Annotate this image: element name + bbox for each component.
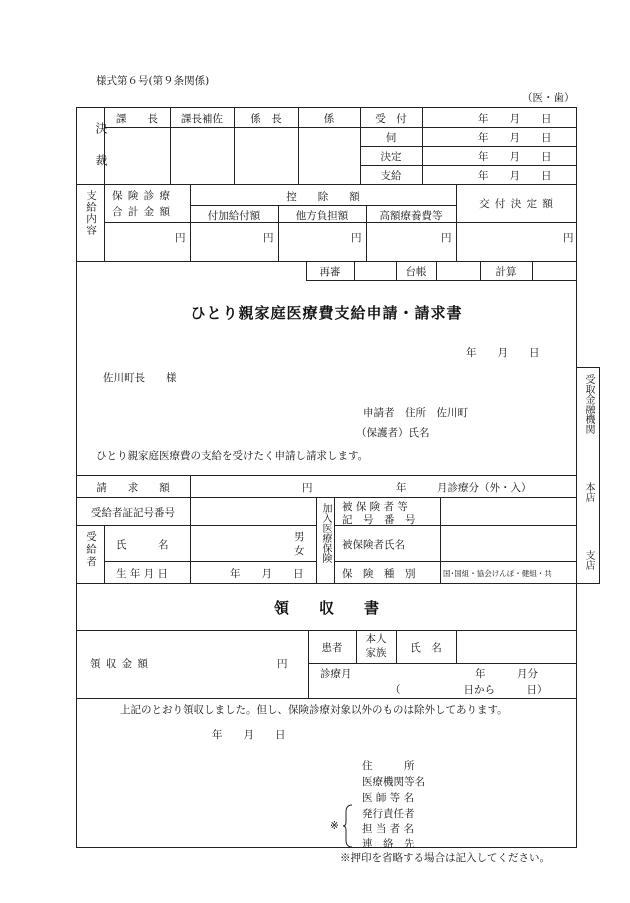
approval-label-text: 決裁	[94, 122, 108, 186]
yen-high-cost: 円	[441, 232, 452, 244]
yen-total: 円	[175, 232, 186, 244]
col-deputy-chief: 課長補佐	[181, 113, 223, 125]
date-inquiry: 年 月 日	[478, 132, 552, 144]
col-subsection-chief: 係 長	[250, 113, 282, 125]
deduction-additional-benefit: 付加給付額	[207, 210, 261, 222]
recipient-name-input[interactable]	[196, 535, 286, 551]
review-calculation: 計算	[495, 266, 517, 278]
form-number: 様式第６号(第９条関係)	[96, 75, 210, 87]
deduction-label: 控 除 額	[286, 191, 360, 203]
yen-other: 円	[351, 232, 362, 244]
recipient-label: 受給者	[85, 531, 97, 569]
patient-type[interactable]: 本人家族	[365, 633, 387, 659]
form-title: ひとり親家庭医療費支給申請・請求書	[190, 304, 463, 322]
yen-decision: 円	[563, 232, 574, 244]
payment-contents-label: 支給内容	[85, 190, 97, 236]
claim-yen: 円	[302, 482, 313, 494]
issuer-address-input[interactable]	[440, 756, 570, 772]
patient-label: 患者	[321, 642, 343, 654]
treatment-range: （ 日から 日）	[390, 684, 548, 696]
applicant-address-label: 申請者 住所 佐川町	[363, 407, 468, 419]
issuer-address-label: 住 所	[362, 760, 415, 772]
receipt-amount-label: 領 収 金 額	[90, 658, 150, 670]
omit-responsible-label: 発行責任者	[362, 808, 415, 820]
insured-number-label-1: 被 保 険 者 等	[342, 501, 408, 513]
cert-number-input[interactable]	[196, 504, 310, 520]
step-payment: 支給	[380, 170, 402, 182]
date-receive: 年 月 日	[478, 113, 552, 125]
omit-contact-label: 連 絡 先	[362, 838, 415, 850]
deduction-high-cost: 高額療養費等	[379, 210, 443, 222]
issuer-institution-input[interactable]	[440, 772, 570, 788]
date-decision: 年 月 日	[478, 151, 552, 163]
declaration: ひとり親家庭医療費の支給を受けたく申請し請求します。	[96, 450, 369, 462]
bank-label: 受取金融機関	[583, 374, 594, 434]
applicant-name-label: （保護者）氏名	[356, 427, 430, 439]
claim-year: 年	[396, 482, 407, 494]
insured-name-label: 被保険者氏名	[342, 539, 405, 551]
addressee: 佐川町長 様	[103, 372, 177, 384]
review-recheck: 再審	[319, 266, 341, 278]
insurance-type-options[interactable]: 国･国組・協会けんぽ・健組・共	[443, 569, 552, 578]
receipt-title: 領 収 書	[273, 599, 379, 617]
approval-label	[84, 122, 108, 199]
claim-amount-input[interactable]	[196, 479, 294, 495]
step-decision: 決定	[380, 151, 402, 163]
treatment-month-label: 診療月	[320, 668, 352, 680]
bank-branch: 支店	[583, 550, 594, 570]
issuer-institution-label: 医療機関等名	[362, 776, 425, 788]
claim-period: 月診療分（外・入）	[437, 482, 532, 494]
receipt-amount-input[interactable]	[170, 654, 270, 670]
insured-section-label: 加入医療保険	[320, 503, 331, 563]
insured-number-label-2: 記 号 番 号	[342, 514, 416, 526]
date-payment: 年 月 日	[478, 170, 552, 182]
issuer-doctor-input[interactable]	[440, 788, 570, 804]
dob-value[interactable]: 年 月 日	[230, 568, 304, 580]
yen-additional: 円	[263, 232, 274, 244]
issuer-doctor-label: 医 師 等 名	[362, 792, 415, 804]
claim-amount-label: 請 求 額	[96, 482, 170, 494]
insured-number-input[interactable]	[446, 504, 572, 520]
treatment-month-value: 年 月分	[475, 668, 538, 680]
decision-amount-label: 交 付 決 定 額	[479, 198, 554, 210]
sex-female[interactable]: 女	[294, 545, 305, 557]
omit-mark: ※	[330, 820, 339, 832]
col-section-chief: 課 長	[116, 113, 158, 125]
receipt-date: 年 月 日	[212, 729, 286, 741]
dob-label: 生 年 月 日	[116, 568, 169, 580]
receipt-statement: 上記のとおり領収しました。但し、保険診療対象以外のものは除外してあります。	[120, 704, 508, 716]
step-receive: 受 付	[375, 113, 407, 125]
insured-name-input[interactable]	[446, 535, 572, 551]
total-label-2: 合 計 金 額	[112, 206, 172, 218]
cert-number-label: 受給者証記号番号	[91, 507, 175, 519]
col-staff: 係	[323, 113, 335, 125]
recipient-name-label: 氏 名	[116, 539, 169, 551]
receipt-yen: 円	[277, 658, 288, 670]
patient-name-input[interactable]	[462, 638, 572, 654]
step-inquiry: 伺	[385, 132, 397, 144]
footnote: ※押印を省略する場合は記入してください。	[340, 852, 550, 864]
curly-brace-icon	[343, 804, 353, 848]
applicant-address-input[interactable]	[480, 403, 572, 419]
review-ledger: 台帳	[405, 266, 427, 278]
total-label-1: 保 険 診 療	[112, 190, 172, 202]
category-label: （医・歯）	[522, 92, 575, 104]
applicant-name-input[interactable]	[434, 423, 572, 439]
omit-staff-label: 担 当 者 名	[362, 823, 415, 835]
deduction-other-burden: 他方負担額	[295, 210, 349, 222]
bank-main-branch: 本店	[583, 482, 594, 502]
patient-name-label: 氏 名	[410, 642, 442, 654]
sex-male[interactable]: 男	[294, 531, 305, 543]
application-date: 年 月 日	[466, 347, 540, 359]
insurance-type-label: 保 険 種 別	[342, 568, 416, 580]
